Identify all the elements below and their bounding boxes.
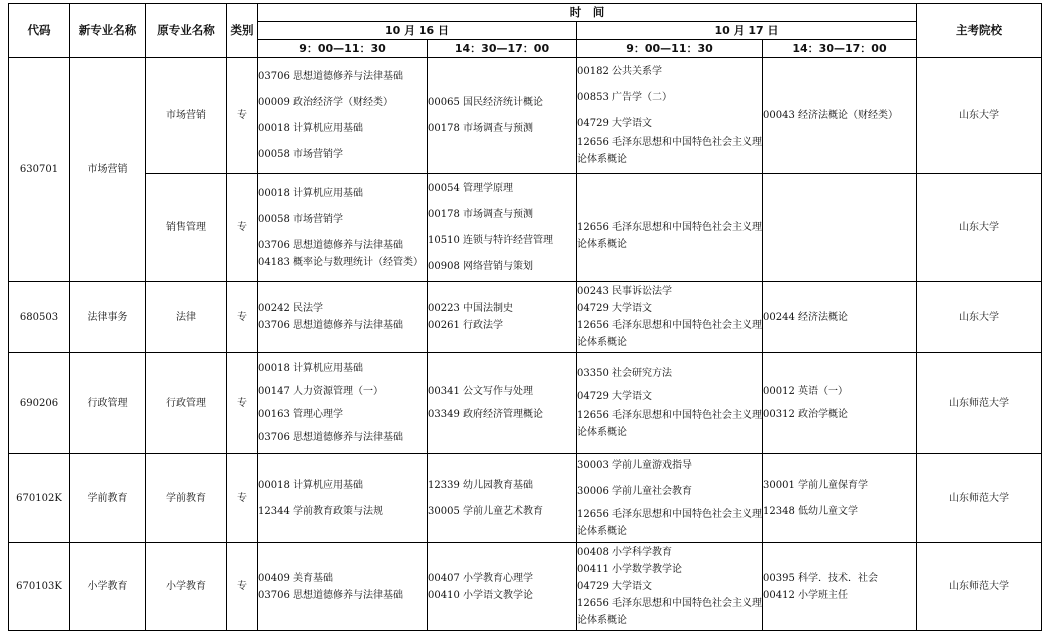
school-name: 山东师范大学 <box>917 454 1042 543</box>
course-item: 00178 市场调查与预测 <box>428 209 533 220</box>
course-item: 00407 小学教育心理学 <box>428 572 533 584</box>
course-item: 00018 计算机应用基础 <box>258 123 363 134</box>
day-header-oct16: 10 月 16 日 <box>258 22 577 40</box>
course-item: 00182 公共关系学 <box>577 66 662 77</box>
new-major-name: 行政管理 <box>70 353 146 454</box>
course-item: 00242 民法学 <box>258 303 323 314</box>
table-row <box>9 58 1042 174</box>
course-item: 04729 大学语文 <box>577 581 652 592</box>
course-item: 00341 公文写作与处理 <box>428 386 533 397</box>
course-item: 00018 计算机应用基础 <box>258 187 363 199</box>
oct17-am-courses <box>577 543 763 631</box>
oct16-am-courses <box>258 174 428 282</box>
old-major-name: 小学教育 <box>146 543 227 631</box>
table-row <box>9 174 1042 282</box>
oct16-pm-courses <box>428 543 577 631</box>
category: 专 <box>227 58 258 174</box>
oct17-pm-courses <box>763 58 917 174</box>
day-header-oct17: 10 月 17 日 <box>577 22 917 40</box>
course-item: 12339 幼儿园教育基础 <box>428 479 533 491</box>
oct17-pm-courses <box>763 353 917 454</box>
course-item: 00408 小学科学教育 <box>577 547 672 558</box>
table-row <box>9 454 1042 543</box>
oct16-pm-courses <box>428 454 577 543</box>
old-major-name: 法律 <box>146 282 227 353</box>
school-name: 山东大学 <box>917 174 1042 282</box>
course-item: 00312 政治学概论 <box>763 409 848 420</box>
oct17-pm-courses <box>763 454 917 543</box>
course-item: 00261 行政法学 <box>428 320 503 331</box>
course-item: 00412 小学班主任 <box>763 589 848 601</box>
oct16-am-courses <box>258 353 428 454</box>
oct17-pm-courses <box>763 174 917 282</box>
old-major-name: 市场营销 <box>146 58 227 174</box>
course-item: 00853 广告学（二） <box>577 92 672 103</box>
course-item: 00058 市场营销学 <box>258 149 343 160</box>
oct16-pm-courses <box>428 58 577 174</box>
col-header-time: 时 间 <box>258 4 917 22</box>
oct17-am-courses <box>577 282 763 353</box>
major-code: 680503 <box>9 282 70 353</box>
major-code: 670102K <box>9 454 70 543</box>
course-item: 00043 经济法概论（财经类） <box>763 110 898 121</box>
new-major-name: 学前教育 <box>70 454 146 543</box>
course-item: 00018 计算机应用基础 <box>258 363 363 374</box>
old-major-name: 行政管理 <box>146 353 227 454</box>
new-major-name: 市场营销 <box>70 58 146 282</box>
course-item: 12348 低幼儿童文学 <box>763 505 858 517</box>
course-item: 12656 毛泽东思想和中国特色社会主义理论体系概论 <box>577 508 762 537</box>
oct16-am-courses <box>258 543 428 631</box>
major-code: 630701 <box>9 58 70 282</box>
course-item: 00409 美育基础 <box>258 572 333 584</box>
table-row <box>9 543 1042 631</box>
course-item: 12656 毛泽东思想和中国特色社会主义理论体系概论 <box>577 598 762 626</box>
course-item: 00908 网络营销与策划 <box>428 261 533 272</box>
course-item: 04729 大学语文 <box>577 391 652 402</box>
course-item: 03706 思想道德修养与法律基础 <box>258 239 403 251</box>
table-row <box>9 282 1042 353</box>
slot-header-oct16-pm: 14：30—17：00 <box>428 40 577 58</box>
oct16-am-courses <box>258 58 428 174</box>
course-item: 04183 概率论与数理统计（经管类） <box>258 256 423 268</box>
course-item: 03706 思想道德修养与法律基础 <box>258 320 403 331</box>
new-major-name: 法律事务 <box>70 282 146 353</box>
course-item: 00223 中国法制史 <box>428 303 513 314</box>
course-item: 12656 毛泽东思想和中国特色社会主义理论体系概论 <box>577 137 762 165</box>
category: 专 <box>227 353 258 454</box>
new-major-name: 小学教育 <box>70 543 146 631</box>
oct17-pm-courses <box>763 282 917 353</box>
slot-header-oct16-am: 9：00—11：30 <box>258 40 428 58</box>
oct17-am-courses <box>577 454 763 543</box>
course-item: 04729 大学语文 <box>577 118 652 129</box>
old-major-name: 学前教育 <box>146 454 227 543</box>
major-code: 670103K <box>9 543 70 631</box>
course-item: 00178 市场调查与预测 <box>428 123 533 134</box>
course-item: 00411 小学数学教学论 <box>577 564 682 575</box>
course-item: 03706 思想道德修养与法律基础 <box>258 589 403 601</box>
slot-header-oct17-pm: 14：30—17：00 <box>763 40 917 58</box>
course-item: 00395 科学．技术．社会 <box>763 572 878 584</box>
col-header-school: 主考院校 <box>917 4 1042 58</box>
course-item: 00012 英语（一） <box>763 386 848 397</box>
major-code: 690206 <box>9 353 70 454</box>
course-item: 10510 连锁与特许经营管理 <box>428 235 553 246</box>
school-name: 山东大学 <box>917 282 1042 353</box>
course-item: 30006 学前儿童社会教育 <box>577 485 692 497</box>
oct17-am-courses <box>577 353 763 454</box>
slot-header-oct17-am: 9：00—11：30 <box>577 40 763 58</box>
school-name: 山东师范大学 <box>917 543 1042 631</box>
col-header-old-major: 原专业名称 <box>146 4 227 58</box>
course-item: 03706 思想道德修养与法律基础 <box>258 71 403 82</box>
course-item: 00163 管理心理学 <box>258 409 343 420</box>
col-header-new-major: 新专业名称 <box>70 4 146 58</box>
course-item: 00058 市场营销学 <box>258 213 343 225</box>
category: 专 <box>227 543 258 631</box>
course-item: 00065 国民经济统计概论 <box>428 97 543 108</box>
course-item: 12656 毛泽东思想和中国特色社会主义理论体系概论 <box>577 320 762 348</box>
course-item: 00147 人力资源管理（一） <box>258 386 383 397</box>
course-item: 00054 管理学原理 <box>428 183 513 194</box>
oct17-pm-courses <box>763 543 917 631</box>
course-item: 04729 大学语文 <box>577 303 652 314</box>
exam-schedule-table <box>8 3 1042 631</box>
oct17-am-courses <box>577 58 763 174</box>
col-header-category: 类别 <box>227 4 258 58</box>
category: 专 <box>227 454 258 543</box>
old-major-name: 销售管理 <box>146 174 227 282</box>
course-item: 30005 学前儿童艺术教育 <box>428 505 543 517</box>
oct16-pm-courses <box>428 353 577 454</box>
oct16-am-courses <box>258 282 428 353</box>
course-item: 12344 学前教育政策与法规 <box>258 505 383 517</box>
course-item: 03706 思想道德修养与法律基础 <box>258 432 403 443</box>
course-item: 12656 毛泽东思想和中国特色社会主义理论体系概论 <box>577 410 762 438</box>
oct16-pm-courses <box>428 282 577 353</box>
course-item: 00009 政治经济学（财经类） <box>258 97 393 108</box>
oct16-pm-courses <box>428 174 577 282</box>
course-item: 03349 政府经济管理概论 <box>428 409 543 420</box>
oct16-am-courses <box>258 454 428 543</box>
course-item: 30001 学前儿童保育学 <box>763 479 868 491</box>
school-name: 山东师范大学 <box>917 353 1042 454</box>
course-item: 12656 毛泽东思想和中国特色社会主义理论体系概论 <box>577 222 762 250</box>
school-name: 山东大学 <box>917 58 1042 174</box>
col-header-code: 代码 <box>9 4 70 58</box>
course-item: 03350 社会研究方法 <box>577 368 672 379</box>
course-item: 00243 民事诉讼法学 <box>577 286 672 297</box>
course-item: 00244 经济法概论 <box>763 311 848 323</box>
category: 专 <box>227 282 258 353</box>
oct17-am-courses <box>577 174 763 282</box>
course-item: 30003 学前儿童游戏指导 <box>577 459 692 471</box>
course-item: 00018 计算机应用基础 <box>258 479 363 491</box>
course-item: 00410 小学语文教学论 <box>428 589 533 601</box>
table-row <box>9 353 1042 454</box>
category: 专 <box>227 174 258 282</box>
